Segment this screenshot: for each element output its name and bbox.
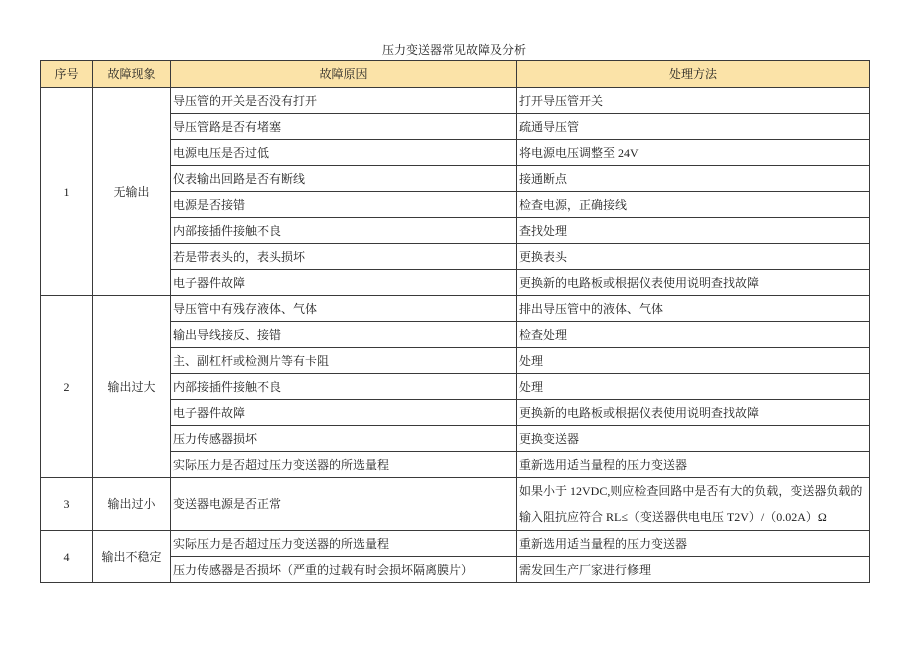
method-cell: 重新选用适当量程的压力变送器 (517, 452, 870, 478)
fault-analysis-table (40, 60, 870, 583)
group-symptom-cell: 输出不稳定 (93, 531, 171, 583)
cause-cell: 主、副杠杆或检测片等有卡阻 (171, 348, 517, 374)
method-cell: 更换变送器 (517, 426, 870, 452)
method-cell: 将电源电压调整至 24V (517, 140, 870, 166)
method-cell: 处理 (517, 374, 870, 400)
method-cell: 重新选用适当量程的压力变送器 (517, 531, 870, 557)
cause-cell: 压力传感器损坏 (171, 426, 517, 452)
group-symptom-cell: 输出过小 (93, 478, 171, 531)
method-cell: 检查电源，正确接线 (517, 192, 870, 218)
table-row (41, 88, 870, 114)
header-index: 序号 (41, 61, 93, 88)
method-cell: 打开导压管开关 (517, 88, 870, 114)
cause-cell: 电源电压是否过低 (171, 140, 517, 166)
cause-cell: 实际压力是否超过压力变送器的所选量程 (171, 452, 517, 478)
cause-cell: 实际压力是否超过压力变送器的所选量程 (171, 531, 517, 557)
method-cell: 疏通导压管 (517, 114, 870, 140)
method-line: 输入阻抗应符合 RL≤（变送器供电电压 T2V）/（0.02A）Ω (519, 510, 827, 524)
header-cause: 故障原因 (171, 61, 517, 88)
group-index-cell: 3 (41, 478, 93, 531)
cause-cell: 仪表输出回路是否有断线 (171, 166, 517, 192)
method-cell: 检查处理 (517, 322, 870, 348)
method-cell: 更换新的电路板或根据仪表使用说明查找故障 (517, 400, 870, 426)
cause-cell: 压力传感器是否损坏（严重的过载有时会损坏隔离膜片） (171, 557, 517, 583)
cause-cell: 电子器件故障 (171, 270, 517, 296)
cause-cell: 导压管中有残存液体、气体 (171, 296, 517, 322)
cause-cell: 导压管的开关是否没有打开 (171, 88, 517, 114)
method-cell: 查找处理 (517, 218, 870, 244)
method-cell: 更换新的电路板或根据仪表使用说明查找故障 (517, 270, 870, 296)
group-index-cell: 1 (41, 88, 93, 296)
table-row (41, 478, 870, 531)
table-row (41, 296, 870, 322)
header-symptom: 故障现象 (93, 61, 171, 88)
table-row (41, 531, 870, 557)
method-cell: 更换表头 (517, 244, 870, 270)
cause-cell: 导压管路是否有堵塞 (171, 114, 517, 140)
group-index-cell: 4 (41, 531, 93, 583)
method-cell: 处理 (517, 348, 870, 374)
method-cell (517, 478, 870, 531)
cause-cell: 内部接插件接触不良 (171, 374, 517, 400)
cause-cell: 电源是否接错 (171, 192, 517, 218)
cause-cell: 内部接插件接触不良 (171, 218, 517, 244)
group-symptom-cell: 输出过大 (93, 296, 171, 478)
method-cell: 排出导压管中的液体、气体 (517, 296, 870, 322)
method-line: 如果小于 12VDC,则应检查回路中是否有大的负载，变送器负载的 (519, 484, 863, 498)
cause-cell: 若是带表头的，表头损坏 (171, 244, 517, 270)
document-title: 压力变送器常见故障及分析 (381, 43, 526, 57)
cause-cell: 输出导线接反、接错 (171, 322, 517, 348)
header-method: 处理方法 (517, 61, 870, 88)
cause-cell: 电子器件故障 (171, 400, 517, 426)
group-symptom-cell: 无输出 (93, 88, 171, 296)
method-cell: 需发回生产厂家进行修理 (517, 557, 870, 583)
table-header-row (41, 61, 870, 88)
cause-cell: 变送器电源是否正常 (171, 478, 517, 531)
method-cell: 接通断点 (517, 166, 870, 192)
group-index-cell: 2 (41, 296, 93, 478)
